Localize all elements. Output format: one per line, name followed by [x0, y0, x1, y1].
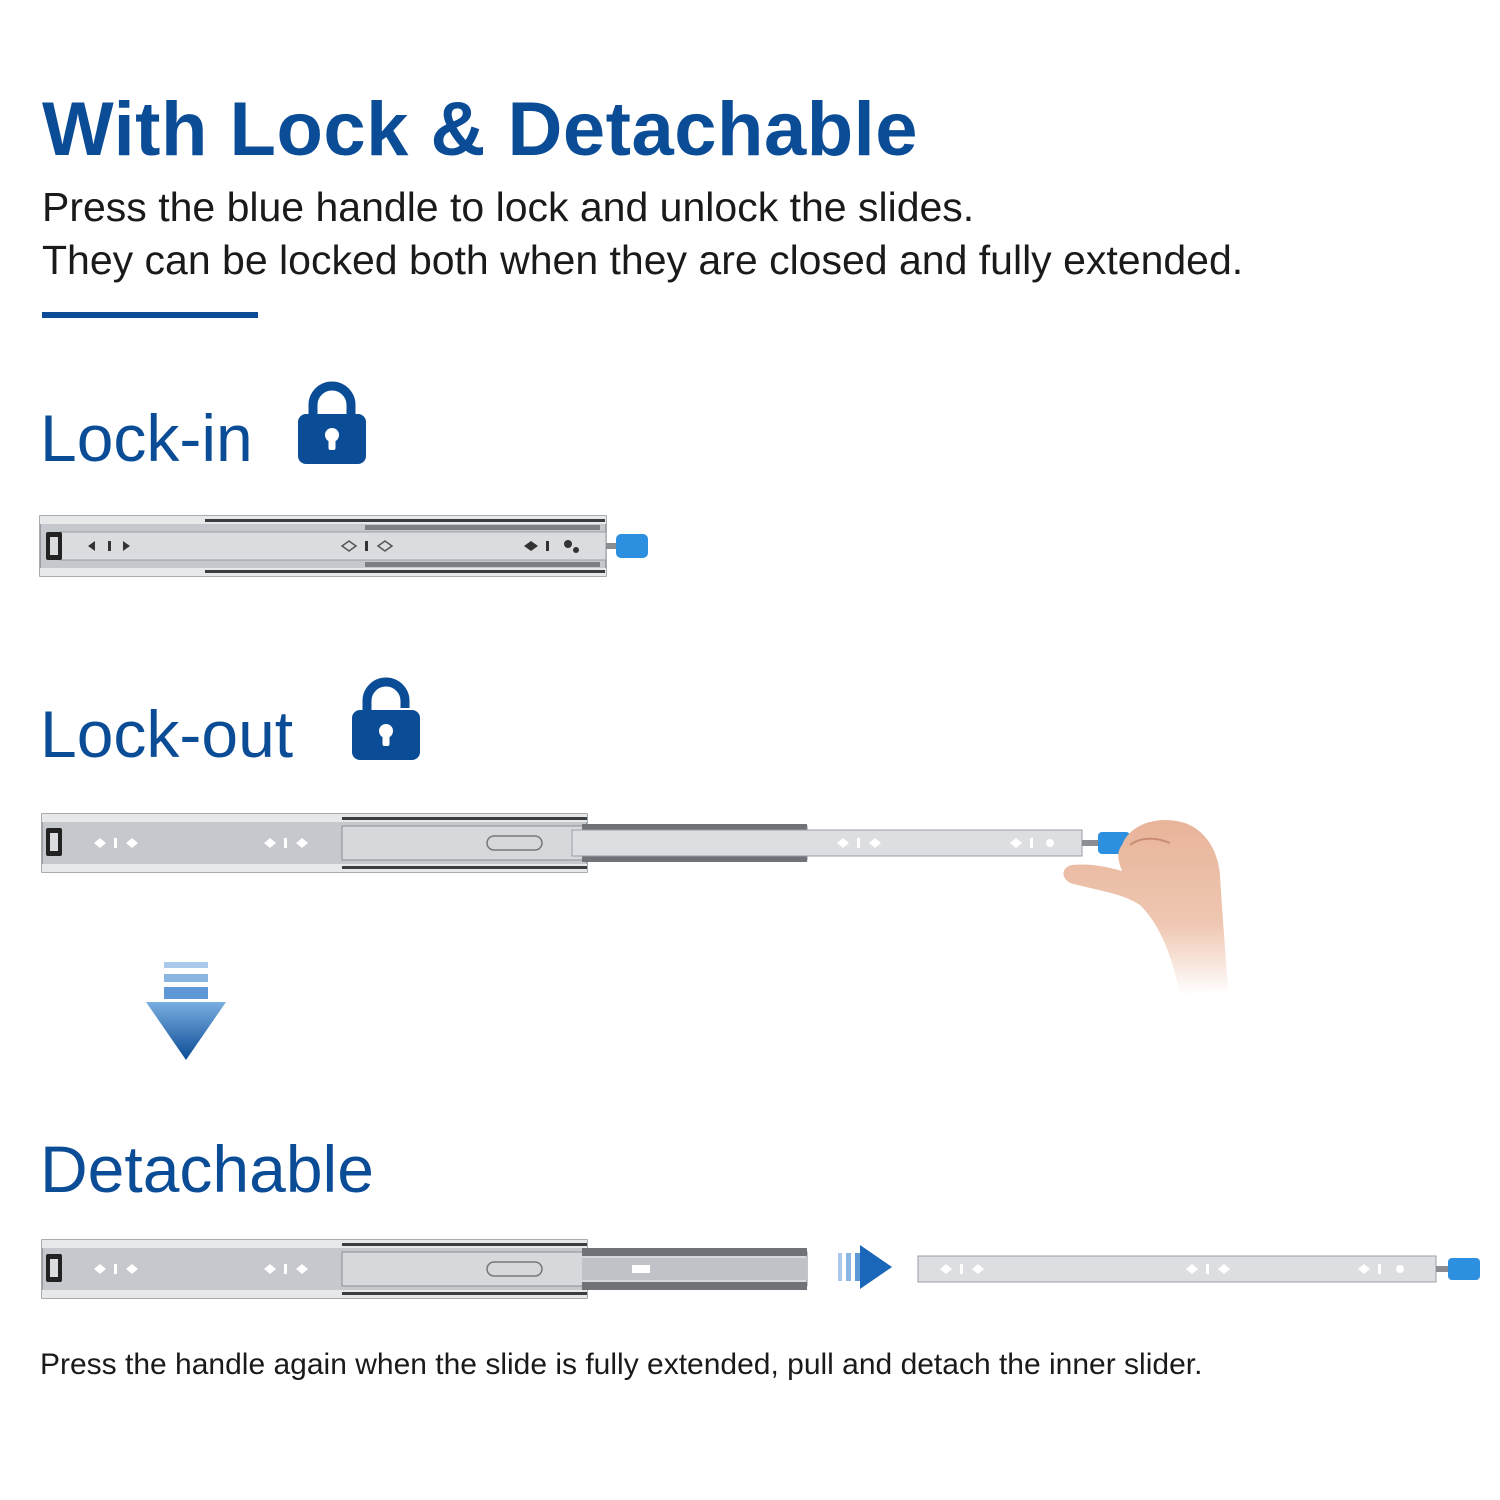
slide-inner-member-detached: [918, 1252, 1484, 1288]
hand-icon: [1060, 815, 1235, 1000]
slide-closed: [40, 514, 652, 578]
footnote-instruction: Press the handle again when the slide is fully extended, pull and detach the inner slider.: [40, 1348, 1203, 1381]
title-underline: [42, 312, 258, 318]
section-title-lock-in: Lock-in: [40, 401, 253, 475]
page-title: With Lock & Detachable: [42, 87, 919, 172]
slide-extended: [42, 812, 1152, 876]
slide-outer-members: [42, 1238, 812, 1302]
lock-closed-icon: [298, 380, 366, 466]
arrow-down-icon: [146, 962, 226, 1060]
section-title-lock-out: Lock-out: [40, 697, 294, 771]
arrow-right-icon: [838, 1245, 894, 1289]
subtitle-line-1: Press the blue handle to lock and unlock the slides.: [42, 184, 975, 230]
subtitle-line-2: They can be locked both when they are closed and fully extended.: [42, 237, 1244, 283]
section-title-detachable: Detachable: [40, 1132, 374, 1206]
lock-open-icon: [352, 676, 420, 762]
